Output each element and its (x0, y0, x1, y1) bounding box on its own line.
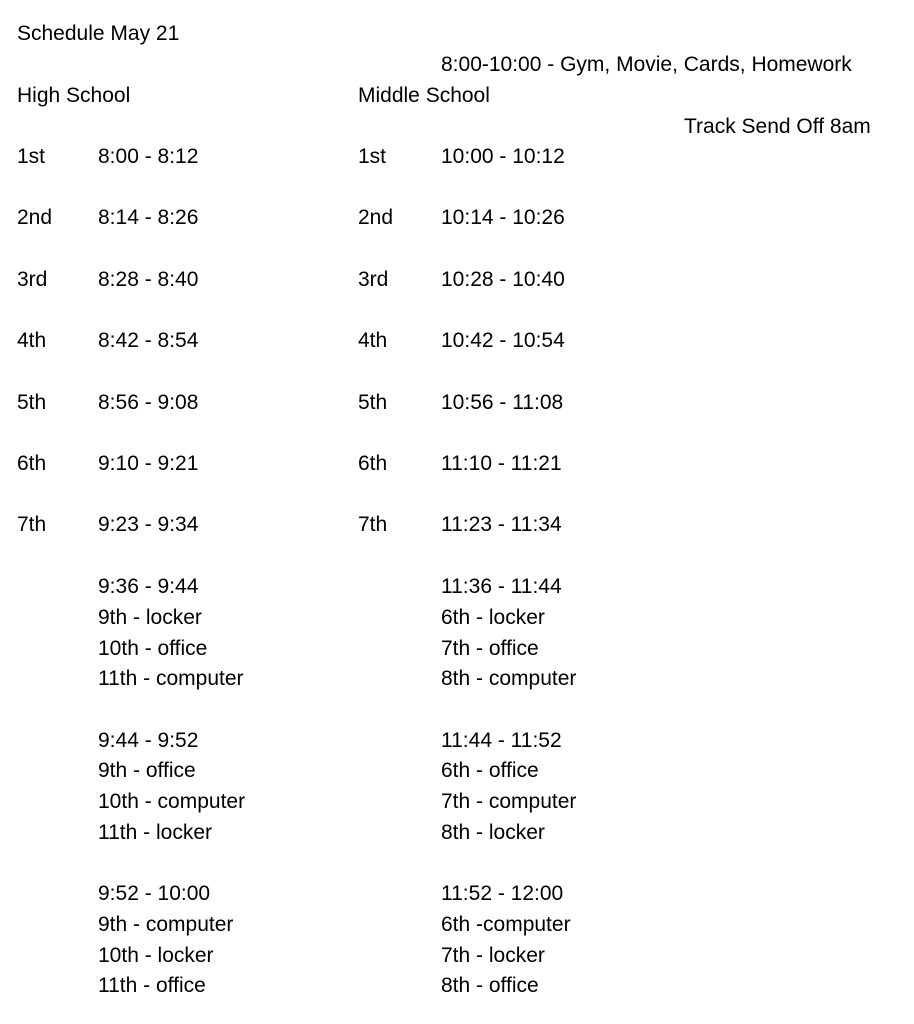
ms-rotation-line: 7th - office (441, 637, 539, 660)
hs-period-label: 2nd (17, 206, 53, 229)
middle-school-heading: Middle School (358, 84, 490, 107)
hs-period-label: 4th (17, 329, 47, 352)
ms-period-label: 7th (358, 513, 388, 536)
ms-rotation-time: 11:44 - 11:52 (441, 729, 562, 752)
ms-period-time: 10:00 - 10:12 (441, 145, 565, 168)
hs-period-label: 1st (17, 145, 46, 168)
ms-rotation-line: 7th - computer (441, 790, 577, 813)
ms-period-label: 2nd (358, 206, 394, 229)
ms-rotation-line: 7th - locker (441, 944, 545, 967)
hs-rotation-time: 9:44 - 9:52 (98, 729, 199, 752)
track-send-off-note: Track Send Off 8am (684, 115, 871, 138)
hs-period-time: 8:14 - 8:26 (98, 206, 199, 229)
ms-period-label: 4th (358, 329, 388, 352)
morning-activities-note: 8:00-10:00 - Gym, Movie, Cards, Homework (441, 53, 852, 76)
ms-period-label: 6th (358, 452, 388, 475)
ms-period-label: 3rd (358, 268, 389, 291)
hs-period-time: 8:00 - 8:12 (98, 145, 199, 168)
hs-period-label: 6th (17, 452, 47, 475)
hs-rotation-line: 9th - office (98, 759, 196, 782)
ms-rotation-line: 8th - locker (441, 821, 545, 844)
ms-period-time: 10:14 - 10:26 (441, 206, 565, 229)
ms-rotation-line: 8th - computer (441, 667, 577, 690)
ms-period-time: 11:10 - 11:21 (441, 452, 562, 475)
ms-rotation-line: 6th - office (441, 759, 539, 782)
hs-period-label: 5th (17, 391, 47, 414)
ms-rotation-line: 6th -computer (441, 913, 571, 936)
hs-rotation-time: 9:52 - 10:00 (98, 882, 211, 905)
ms-period-time: 11:23 - 11:34 (441, 513, 562, 536)
ms-rotation-time: 11:36 - 11:44 (441, 575, 562, 598)
ms-rotation-time: 11:52 - 12:00 (441, 882, 564, 905)
ms-rotation-line: 8th - office (441, 974, 539, 997)
hs-rotation-line: 11th - computer (98, 667, 244, 690)
hs-period-time: 8:56 - 9:08 (98, 391, 199, 414)
ms-period-time: 10:56 - 11:08 (441, 391, 564, 414)
hs-rotation-line: 9th - locker (98, 606, 202, 629)
ms-period-time: 10:28 - 10:40 (441, 268, 565, 291)
hs-rotation-time: 9:36 - 9:44 (98, 575, 199, 598)
hs-rotation-line: 9th - computer (98, 913, 234, 936)
hs-period-time: 8:42 - 8:54 (98, 329, 199, 352)
hs-period-time: 8:28 - 8:40 (98, 268, 199, 291)
hs-period-time: 9:10 - 9:21 (98, 452, 199, 475)
ms-rotation-line: 6th - locker (441, 606, 545, 629)
ms-period-label: 1st (358, 145, 387, 168)
hs-period-label: 7th (17, 513, 47, 536)
hs-rotation-line: 10th - office (98, 637, 208, 660)
ms-period-time: 10:42 - 10:54 (441, 329, 565, 352)
hs-rotation-line: 11th - locker (98, 821, 212, 844)
high-school-heading: High School (17, 84, 131, 107)
ms-period-label: 5th (358, 391, 388, 414)
page-title: Schedule May 21 (17, 22, 180, 45)
hs-rotation-line: 10th - locker (98, 944, 214, 967)
hs-rotation-line: 10th - computer (98, 790, 246, 813)
hs-period-time: 9:23 - 9:34 (98, 513, 199, 536)
hs-period-label: 3rd (17, 268, 48, 291)
hs-rotation-line: 11th - office (98, 974, 206, 997)
